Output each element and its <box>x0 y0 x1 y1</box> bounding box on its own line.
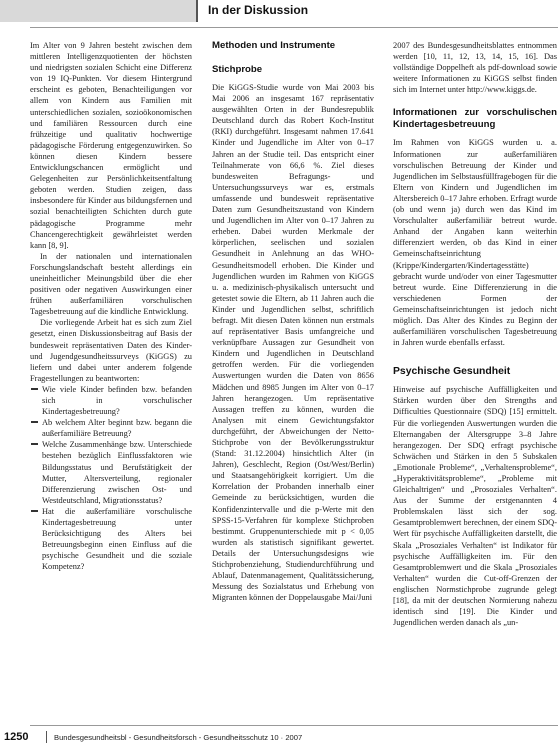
header-rule <box>30 27 558 28</box>
question-item <box>30 506 192 573</box>
paragraph: Die vorliegende Arbeit hat es sich zum Ziel gesetzt, einen Diskussionsbeitrag auf Basis der bundesweit repräsentativen Daten des Kinder- und Jugendgesundheitssurveys (KiGGS) zu liefern und dabei unter anderem folgende Fragestellungen zu beantworten: <box>30 318 192 383</box>
header-grey-bar <box>0 0 196 22</box>
subsection-heading-sample: Stichprobe <box>212 64 263 75</box>
bullet-dash-icon <box>31 510 38 512</box>
section-heading-methods: Methoden und Instrumente <box>212 40 336 51</box>
question-list <box>30 384 192 573</box>
section-tab-label: In der Diskussion <box>208 3 309 17</box>
question-item <box>30 417 192 439</box>
bullet-dash-icon <box>31 443 38 445</box>
footer-separator <box>46 731 47 743</box>
column-2 <box>212 40 374 603</box>
footer-rule <box>30 725 558 726</box>
bullet-dash-icon <box>31 421 38 423</box>
section-heading-mental-health: Psychische Gesundheit <box>393 366 511 378</box>
column-1 <box>30 40 192 573</box>
paragraph: Im Alter von 9 Jahren besteht zwischen dem mittleren Intelligenzquotienten der höchsten und niedrigsten sozialen Schicht eine Differenz von 19 IQ-Punkten. Vor diesem Hintergrund erscheint es geboten, Benachteiligungen vor allem von Kindern aus Familien mit unterschiedlichen sozialen, sozioökonomischen und familiären Ressourcen durch eine frühzeitige und qualitativ hochwertige pädagogische Förderung entgegenzuwirken. So können diesen Kindern bessere Entwicklungschancen ermöglicht und Gelegenheiten zur Persönlichkeitsentfaltung geboten werden. Studien zeigen, dass insbesondere für Kinder aus bildungsfernen und sozial benachteiligten Schichten durch gute pädagogische Programme mehr Chancengerechtigkeit gewährleistet werden kann [8, 9]. <box>30 41 192 250</box>
question-text: Ab welchem Alter beginnt bzw. begann die außerfamiliäre Betreuung? <box>42 418 192 439</box>
page-header <box>0 0 559 22</box>
paragraph: 2007 des Bundesgesundheitsblattes entnommen werden [10, 11, 12, 13, 14, 15, 16]. Das vollständige Doppelheft als pdf-download sowie weitere Informationen zu KiGGS selbst finden sich im Internet unter http://www.kiggs.de. <box>393 41 557 95</box>
paragraph: Im Rahmen von KiGGS wurden u. a. Informationen zur außerfamiliären vorschulischen Betreuung der Kinder und Jugendlichen im Selbstausfüllfragebogen für die Eltern von Kindern und Jugendlichen im Altersbereich 0–17 Jahre erhoben. Erfragt wurde (ob und wenn ja) durch wen das Kind im Vorschulalter außerfamiliär betreut wurde. Anhand der Angaben kann weiterhin differenziert werden, ob das Kind in einer Gemeinschaftseinrichtung (Krippe/Kindergarten/Kindertagesstätte) gebracht wurde und/oder von einer Tagesmutter betreut wurde. Eine Differenzierung in die verschiedenen Formen der Gemeinschaftseinrichtungen ist jedoch nicht möglich. Das Alter des Kindes zu Beginn der außerfamiliären vorschulischen Tagesbetreuung in Jahren wurde ebenfalls erfasst. <box>393 138 557 348</box>
question-item <box>30 439 192 506</box>
paragraph: Hinweise auf psychische Auffälligkeiten und Stärken wurden über den Strengths and Difficulties Questionnaire (SDQ) [15] ermittelt. Für die vorliegenden Auswertungen wurden die Elternangaben der Altersgruppe 3–8 Jahre herangezogen. Der SDQ erfragt psychische Schwächen und Stärken in den 5 Subskalen „Emotionale Probleme“, „Verhaltensprobleme“, „Hyperaktivitätsprobleme“, „Probleme mit Gleichaltrigen“ und „Prosoziales Verhalten“. Aus der Summe der erstgenannten 4 Problemskalen lässt sich der sog. Gesamtproblemwert berechnen, der einem SDQ-Wert für psychische Auffälligkeiten darstellt, die Skala „Prosoziales Verhalten“ ist Indikator für psychische Auffälligkeiten im. Für den Gesamtproblemwert und die Skala „Prosoziales Verhalten“ wurden die Cut-off-Grenzen der englischen Normstichprobe zugrunde gelegt [18], da mit der deutschen Normierung nahezu identisch sind [19]. Die Kinder und Jugendlichen werden danach als „un- <box>393 385 557 628</box>
question-item <box>30 384 192 417</box>
page-footer <box>0 729 559 745</box>
question-text: Welche Zusammenhänge bzw. Unterschiede bestehen bezüglich Einflussfaktoren wie Bildungsstatus und Berufstätigkeit der Mutter, Altersverteilung, regionaler Differenzierung zwischen Ost- und Westdeutschland, Migrationsstatus? <box>42 440 192 505</box>
column-3 <box>393 40 557 628</box>
subsection-heading-childcare: Informationen zur vorschulischen Kindertagesbetreuung <box>393 107 557 131</box>
section-tab <box>196 0 559 22</box>
question-text: Wie viele Kinder befinden bzw. befanden sich in vorschulischer Kindertagesbetreuung? <box>42 384 192 417</box>
page-number: 1250 <box>4 731 29 743</box>
paragraph: Die KiGGS-Studie wurde von Mai 2003 bis Mai 2006 an insgesamt 167 repräsentativ ausgewählten Orten in der Bundesrepublik Deutschland durch das Robert Koch-Institut (RKI) durchgeführt. Insgesamt nahmen 17.641 Kinder und Jugendliche im Alter von 0–17 Jahren an der Studie teil. Das entspricht einer Teilnahmerate von 66,6 %. Ziel dieses bundesweiten Befragungs- und Untersuchungssurveys war es, erstmals umfassende und bundesweit repräsentative Daten zum Gesundheitszustand von Kindern und Jugendlichen im Alter von 0–17 Jahren zu erheben. Dabei wurden Merkmale der körperlichen, seelischen und sozialen Gesundheit in Anlehnung an das WHO-Gesundheitsmodell erhoben. Die Kinder und Jugendlichen wurden im Rahmen von KiGGS u. a. medizinisch-physikalisch untersucht und getestet sowie die Eltern, ab 11 Jahren auch die Kinder und Jugendlichen selbst, schriftlich befragt. Mit diesen Daten können nun erstmals auf repräsentativer Basis umfangreiche und verknüpfbare Aussagen zur Gesundheit von Kindern und Jugendlichen in Deutschland getroffen werden. Für die vorliegenden Auswertungen wurden die Daten von 8656 Mädchen und 8985 Jungen im Alter von 0–17 Jahren herangezogen. Um repräsentative Aussagen treffen zu können, wurden die Analysen mit einem Gewichtungsfaktor durchgeführt, der Abweichungen der Netto-Stichprobe von der Bevölkerungsstruktur (Stand: 31.12.2004) hinsichtlich Alter (in Jahren), Geschlecht, Region (Ost/West/Berlin) und Staatsangehörigkeit korrigiert. Um die Korrelation der Probanden innerhalb einer Gemeinde zu berücksichtigen, wurden die Konfidenzintervalle und die p-Werte mit den SPSS-15-Verfahren für komplexe Stichproben bestimmt. Gruppenunterschiede mit p < 0,05 wurden als statistisch signifikant gewertet. Details der Untersuchungsdesigns wie Stichprobenziehung, Studiendurchführung und Ablauf, Datenmanagement, Qualitätssicherung, Messung des Sozialstatus und Erhebung von Migranten können der Doppelausgabe Mai/Juni <box>212 83 374 603</box>
journal-citation: Bundesgesundheitsbl - Gesundheitsforsch - Gesundheitsschutz 10 · 2007 <box>54 733 303 742</box>
question-text: Hat die außerfamiliäre vorschulische Kindertagesbetreuung unter Berücksichtigung des Alters bei Betreuungsbeginn einen Einfluss auf die psychische Gesundheit und die soziale Kompetenz? <box>42 506 192 572</box>
paragraph: In der nationalen und internationalen Forschungslandschaft besteht allerdings ein uneinheitlicher Meinungsbild über die eher positiven oder negativen Auswirkungen einer frühen außerfamiliären vorschulischen Tagesbetreuung auf die kindliche Entwicklung. <box>30 251 192 317</box>
bullet-dash-icon <box>31 388 38 390</box>
